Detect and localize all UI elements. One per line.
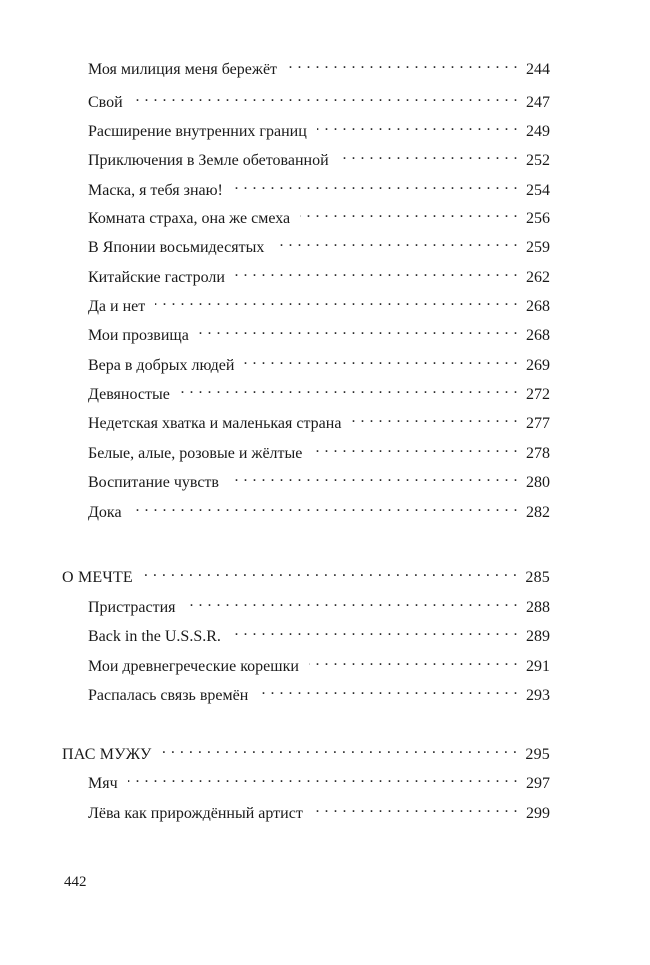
dot-leader xyxy=(287,54,518,74)
toc-entry-page: 289 xyxy=(526,628,550,645)
toc-entry-page: 291 xyxy=(526,658,550,675)
toc-section-dream xyxy=(62,562,550,588)
toc-entry-page: 259 xyxy=(526,239,550,256)
toc-entry-title: Вера в добрых людей xyxy=(88,357,235,374)
toc-entry xyxy=(88,592,550,618)
dot-leader xyxy=(231,621,518,641)
dot-leader xyxy=(162,739,518,759)
toc-entry-page: 244 xyxy=(526,61,550,78)
toc-entry-title: Приключения в Земле обетованной xyxy=(88,152,329,169)
toc-entry-page: 254 xyxy=(526,182,550,199)
toc-entry-page: 262 xyxy=(526,269,550,286)
toc-entry xyxy=(88,232,550,258)
toc-entry-title: Маска, я тебя знаю! xyxy=(88,182,223,199)
toc-entry-title: Девяностые xyxy=(88,386,170,403)
toc-entry xyxy=(88,262,550,288)
toc-entry-title: Моя милиция меня бережёт xyxy=(88,61,278,78)
toc-entry xyxy=(88,379,550,405)
toc-entry-title: Мои древнегреческие корешки xyxy=(88,658,299,675)
toc-entry-page: 247 xyxy=(526,94,550,111)
toc-entry-page: 269 xyxy=(526,357,550,374)
toc-entry-title: Пристрастия xyxy=(88,599,176,616)
toc-entry xyxy=(88,768,550,794)
toc-entry xyxy=(88,680,550,706)
dot-leader xyxy=(317,116,518,136)
toc-entry-title: Back in the U.S.S.R. xyxy=(88,628,221,645)
toc-entry xyxy=(88,87,550,113)
toc-entry xyxy=(88,145,550,171)
dot-leader xyxy=(128,768,518,788)
toc-section-title: ПАС МУЖУ xyxy=(62,746,152,763)
toc-entry xyxy=(88,621,550,647)
toc-entry xyxy=(88,203,550,229)
toc-entry-title: Свой xyxy=(88,94,123,111)
dot-leader xyxy=(244,350,518,370)
toc-entry xyxy=(88,438,550,464)
toc-entry-title: Распалась связь времён xyxy=(88,687,249,704)
dot-leader xyxy=(339,145,518,165)
toc-entry xyxy=(88,320,550,346)
toc-entry-title: Расширение внутренних границ xyxy=(88,123,307,140)
toc-entry-page: 268 xyxy=(526,298,550,315)
toc-entry-page: 278 xyxy=(526,445,550,462)
dot-leader xyxy=(313,798,518,818)
toc-entry-page: 280 xyxy=(526,474,550,491)
dot-leader xyxy=(199,320,518,340)
toc-entry-page: 297 xyxy=(526,775,550,792)
toc-entry-page: 252 xyxy=(526,152,550,169)
toc-entry-page: 249 xyxy=(526,123,550,140)
dot-leader xyxy=(186,592,518,612)
toc-entry xyxy=(88,467,550,493)
toc-entry xyxy=(88,408,550,434)
dot-leader xyxy=(235,262,518,282)
toc-entry xyxy=(88,116,550,142)
toc-entry-page: 299 xyxy=(526,805,550,822)
dot-leader xyxy=(155,291,518,311)
dot-leader xyxy=(312,438,518,458)
toc-entry-title: В Японии восьмидесятых xyxy=(88,239,265,256)
dot-leader xyxy=(258,680,518,700)
dot-leader xyxy=(300,203,518,223)
toc-entry-title: Мяч xyxy=(88,775,118,792)
toc-entry xyxy=(88,350,550,376)
toc-entry-title: Дока xyxy=(88,504,122,521)
toc-entry-page: 282 xyxy=(526,504,550,521)
toc-entry-page: 268 xyxy=(526,327,550,344)
toc-entry xyxy=(88,175,550,201)
toc-section-page: 295 xyxy=(525,746,550,763)
dot-leader xyxy=(133,87,518,107)
toc-entry-title: Белые, алые, розовые и жёлтые xyxy=(88,445,303,462)
toc-entry xyxy=(88,291,550,317)
toc-entry xyxy=(88,54,550,80)
toc-entry-page: 293 xyxy=(526,687,550,704)
toc-entry-title: Китайские гастроли xyxy=(88,269,225,286)
toc-entry-title: Мои прозвища xyxy=(88,327,189,344)
dot-leader xyxy=(351,408,518,428)
toc-entry xyxy=(88,651,550,677)
toc-entry-page: 256 xyxy=(526,210,550,227)
dot-leader xyxy=(233,175,518,195)
toc-section-page: 285 xyxy=(525,569,550,586)
toc-entry-page: 288 xyxy=(526,599,550,616)
toc-entry xyxy=(88,497,550,523)
toc-entry-title: Воспитание чувств xyxy=(88,474,219,491)
dot-leader xyxy=(180,379,518,399)
toc-entry-title: Комната страха, она же смеха xyxy=(88,210,291,227)
toc-entry-title: Недетская хватка и маленькая страна xyxy=(88,415,342,432)
toc-entry-page: 272 xyxy=(526,386,550,403)
dot-leader xyxy=(274,232,518,252)
dot-leader xyxy=(309,651,518,671)
dot-leader xyxy=(143,562,517,582)
dot-leader xyxy=(132,497,518,517)
page-number: 442 xyxy=(64,874,87,890)
toc-section-husband xyxy=(62,739,550,765)
toc-entry xyxy=(88,798,550,824)
toc-section-title: О МЕЧТЕ xyxy=(62,569,133,586)
dot-leader xyxy=(229,467,518,487)
toc-entry-title: Да и нет xyxy=(88,298,146,315)
toc-entry-title: Лёва как прирождённый артист xyxy=(88,805,303,822)
toc-entry-page: 277 xyxy=(526,415,550,432)
